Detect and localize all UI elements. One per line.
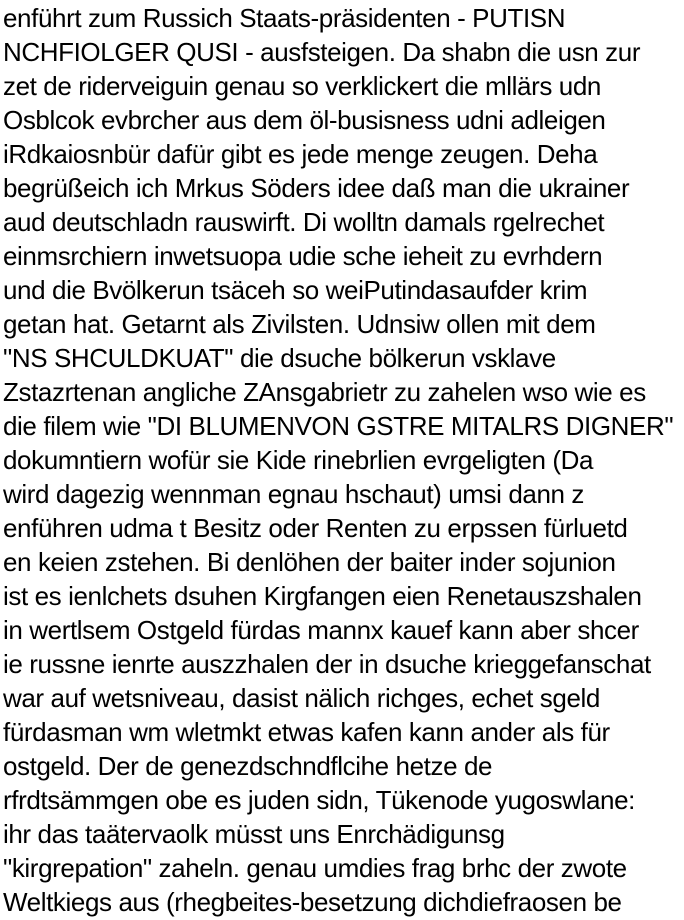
text-line: enführt zum Russich Staats-präsidenten - PUTISN — [3, 3, 566, 33]
text-line: "kirgrepation" zaheln. genau umdies frag brhc der zwote — [3, 853, 627, 883]
text-line: und die Bvölkerun tsäceh so weiPutindasaufder krim — [3, 275, 588, 305]
text-line: ist es ienlchets dsuhen Kirgfangen eien Renetauszshalen — [3, 581, 642, 611]
text-line: "NS SHCULDKUAT" die dsuche bölkerun vsklave — [3, 343, 556, 373]
document-text — [3, 1, 684, 919]
text-line: iRdkaiosnbür dafür gibt es jede menge zeugen. Deha — [3, 139, 598, 169]
text-line: einmsrchiern inwetsuopa udie sche ieheit zu evrhdern — [3, 241, 603, 271]
text-line: Osblcok evbrcher aus dem öl-busisness udni adleigen — [3, 105, 606, 135]
text-line: Zstazrtenan angliche ZAnsgabrietr zu zahelen wso wie es — [3, 377, 646, 407]
text-line: aud deutschladn rauswirft. Di wolltn damals rgelrechet — [3, 207, 605, 237]
text-line: fürdasman wm wletmkt etwas kafen kann ander als für — [3, 717, 610, 747]
text-line: zet de riderveiguin genau so verklickert die mllärs udn — [3, 71, 601, 101]
text-line: rfrdtsämmgen obe es juden sidn, Tükenode yugoswlane: — [3, 785, 636, 815]
text-line: ostgeld. Der de genezdschndflcihe hetze de — [3, 751, 493, 781]
text-line: die filem wie "DI BLUMENVON GSTRE MITALRS DIGNER" — [3, 411, 674, 441]
text-line: Weltkiegs aus (rhegbeites-besetzung dichdiefraosen be — [3, 887, 622, 917]
text-line: ihr das taätervaolk müsst uns Enrchädigunsg — [3, 819, 505, 849]
text-line: NCHFIOLGER QUSI - ausfsteigen. Da shabn die usn zur — [3, 37, 641, 67]
text-line: war auf wetsniveau, dasist nälich richges, echet sgeld — [3, 683, 600, 713]
text-line: getan hat. Getarnt als Zivilsten. Udnsiw ollen mit dem — [3, 309, 596, 339]
text-line: in wertlsem Ostgeld fürdas mannx kauef kann aber shcer — [3, 615, 639, 645]
text-line: ie russne ienrte auszzhalen der in dsuche krieggefanschat — [3, 649, 651, 679]
text-line: begrüßeich ich Mrkus Söders idee daß man die ukrainer — [3, 173, 630, 203]
text-line: en keien zstehen. Bi denlöhen der baiter inder sojunion — [3, 547, 616, 577]
text-line: wird dagezig wennman egnau hschaut) umsi dann z — [3, 479, 585, 509]
text-line: enführen udma t Besitz oder Renten zu erpssen fürluetd — [3, 513, 628, 543]
text-line: dokumntiern wofür sie Kide rinebrlien evrgeligten (Da — [3, 445, 594, 475]
